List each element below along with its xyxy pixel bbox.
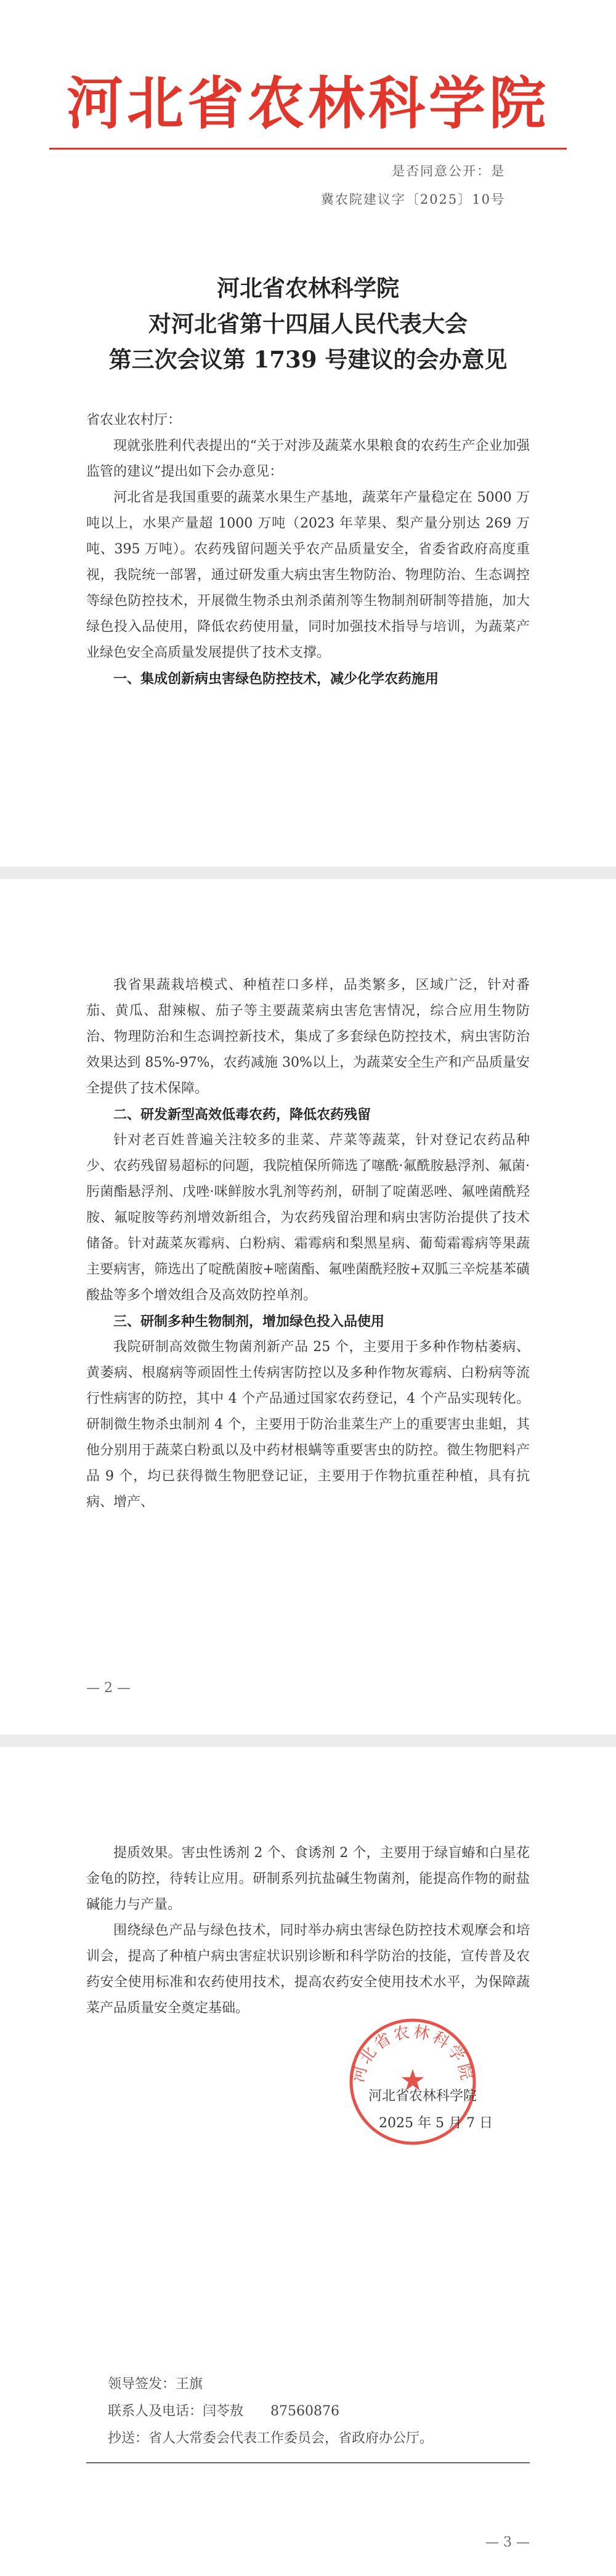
section-heading: 一、集成创新病虫害绿色防控技术，减少化学农药施用	[113, 671, 439, 687]
seal-text: 河北省农林科学院	[349, 2023, 477, 2085]
paragraph: 我省果蔬栽培模式、种植茬口多样，品类繁多，区域广泛，针对番茄、黄瓜、甜辣椒、茄子等主要蔬菜病虫害危害情况，综合应用生物防治、物理防治和生态调控新技术，集成了多套绿色防控技术，病虫害防治效果达到 85%-97%，农药减施 30%以上，为蔬菜安全生产和产品质量安全提供了技术保障。	[86, 977, 530, 1096]
body-section-1	[86, 407, 530, 692]
salutation: 省农业农村厅：	[86, 412, 182, 428]
signature-org: 河北省农林科学院	[368, 2088, 477, 2104]
page-number: — 2 —	[86, 1680, 131, 1696]
page-gap	[0, 1735, 616, 1747]
signature-date: 2025 年 5 月 7 日	[379, 2116, 493, 2131]
footer-block	[108, 2371, 433, 2452]
intro-paragraph: 现就张胜利代表提出的“关于对涉及蔬菜水果粮食的农药生产企业加强监管的建议”提出如下会办意见：	[86, 438, 530, 479]
leader-sign: 领导签发：王旗	[108, 2377, 203, 2392]
paragraph: 我院研制高效微生物菌剂新产品 25 个，主要用于多种作物枯萎病、黄萎病、根腐病等顽固性土传病害防控以及多种作物灰霉病、白粉病等流行性病害的防控，其中 4 个产品通过国家农药登记，4 个产品实现转化。研制微生物杀虫制剂 4 个，主要用于防治韭菜生产上的重要害虫韭蛆，其他分别用于蔬菜白粉虱以及中药材根螨等重要害虫的防控。微生物肥料产品 9 个，均已获得微生物肥登记证，主要用于作物抗重茬种植，具有抗病、增产、	[86, 1339, 530, 1510]
footer-rule	[86, 2462, 530, 2463]
page-gap	[0, 867, 616, 879]
letterhead-rule	[49, 148, 567, 150]
svg-text:★: ★	[399, 2063, 426, 2098]
doc-title-line3: 第三次会议第 1739 号建议的会办意见	[108, 346, 508, 373]
paragraph: 河北省是我国重要的蔬菜水果生产基地，蔬菜年产量稳定在 5000 万吨以上，水果产量超 1000 万吨（2023 年苹果、梨产量分别达 269 万吨、395 万吨）。农药残留问题关乎农产品质量安全，省委省政府高度重视，我院统一部署，通过研发重大病虫害生物防治、物理防治、生态调控等绿色防控技术，开展微生物杀虫剂杀菌剂等生物制剂研制等措施，加大绿色投入品使用，降低农药使用量，同时加强技术指导与培训，为蔬菜产业绿色安全高质量发展提供了技术支撑。	[86, 490, 530, 660]
doc-number: 冀农院建议字〔2025〕10号	[320, 192, 505, 207]
cc-line: 抄送：省人大常委会代表工作委员会，省政府办公厅。	[108, 2431, 434, 2446]
letterhead-org: 河北省农林科学院	[66, 71, 549, 137]
paragraph: 围绕绿色产品与绿色技术，同时举办病虫害绿色防控技术观摩会和培训会，提高了种植户病虫害症状识别诊断和科学防治的技能，宣传普及农药安全使用标准和农药使用技术，提高农药安全使用技术水平，为保障蔬菜产品质量安全奠定基础。	[86, 1923, 530, 2016]
body-section-2	[86, 973, 530, 1515]
section-heading: 二、研发新型高效低毒农药，降低农药残留	[113, 1107, 371, 1123]
doc-title-line1: 河北省农林科学院	[217, 275, 399, 302]
body-section-3	[86, 1840, 530, 2021]
disclosure-note: 是否同意公开：是	[392, 164, 505, 179]
paragraph: 针对老百姓普遍关注较多的韭菜、芹菜等蔬菜，针对登记农药品种少、农药残留易超标的问题，我院植保所筛选了噻酰·氟酰胺悬浮剂、氟菌·肟菌酯悬浮剂、戊唑·咪鲜胺水乳剂等药剂，研制了啶菌恶唑、氟唑菌酰羟胺、氟啶胺等药剂增效新组合，为农药残留治理和病虫害防治提供了技术储备。针对蔬菜灰霉病、白粉病、霜霉病和梨黑星病、葡萄霜霉病等果蔬主要病害，筛选出了啶酰菌胺+嘧菌酯、氟唑菌酰羟胺+双胍三辛烷基苯磺酸盐等多个增效组合及高效防控单剂。	[86, 1133, 530, 1303]
doc-title-line2: 对河北省第十四届人民代表大会	[148, 310, 468, 337]
section-heading: 三、研制多种生物制剂，增加绿色投入品使用	[113, 1314, 385, 1330]
page-number: — 3 —	[485, 2535, 530, 2550]
contact-info: 联系人及电话：闫苓敖 87560876	[108, 2404, 339, 2419]
paragraph: 提质效果。害虫性诱剂 2 个、食诱剂 2 个，主要用于绿盲蝽和白星花金龟的防控，待转让应用。研制系列抗盐碱生物菌剂，能提高作物的耐盐碱能力与产量。	[86, 1845, 530, 1912]
